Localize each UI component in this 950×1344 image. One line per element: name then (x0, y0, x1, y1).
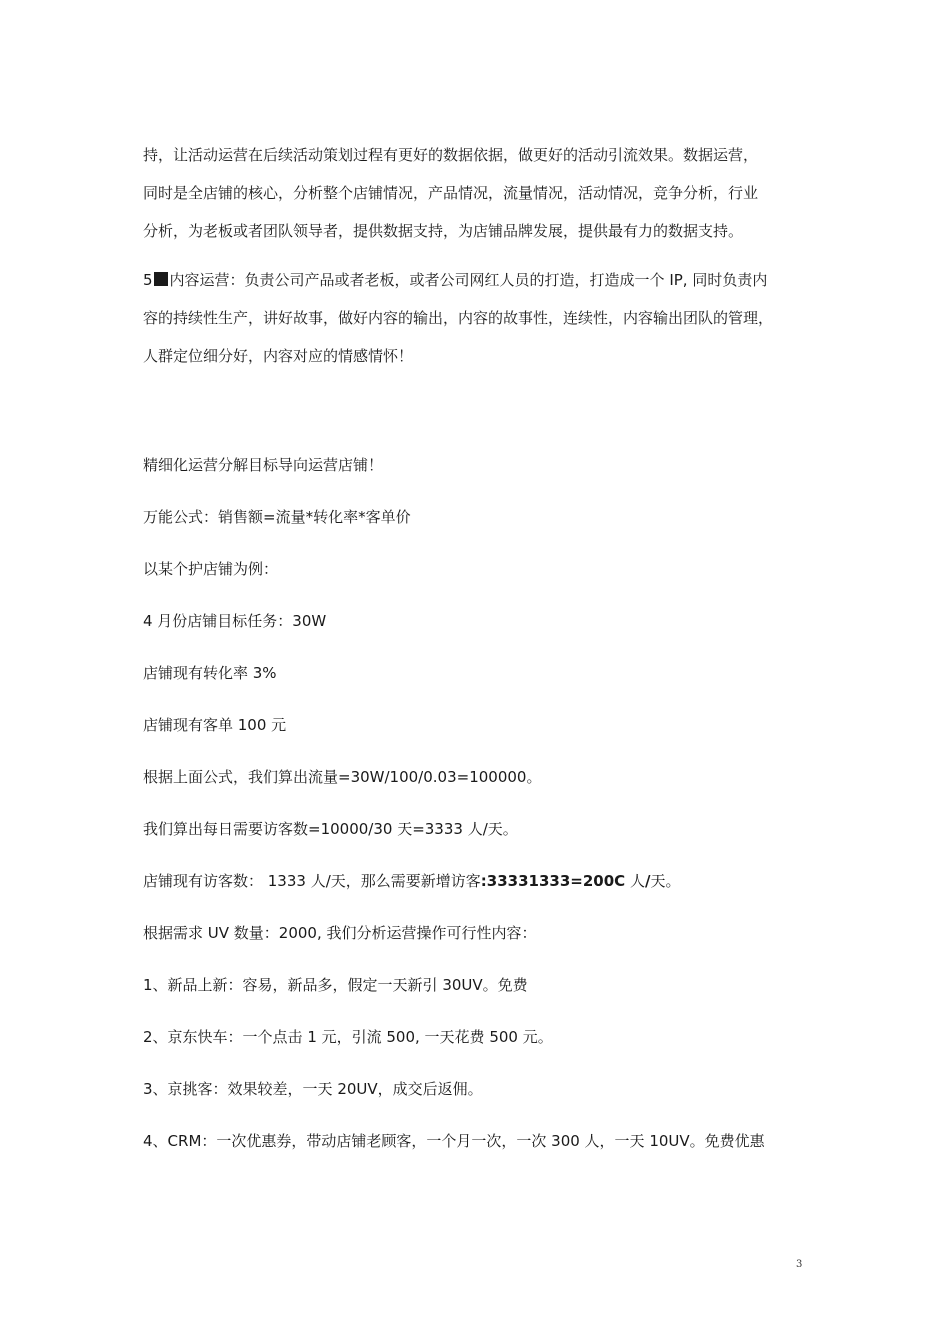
unit-price-line: 店铺现有客单 100 元 (143, 716, 287, 734)
text-line: 人群定位细分好，内容对应的情感情怀！ (143, 347, 414, 365)
page-content (143, 136, 855, 1174)
paragraph-data-operations (143, 136, 855, 250)
text-line (143, 261, 855, 299)
list-item: 4、CRM：一次优惠券，带动店铺老顾客，一个月一次，一次 300 人，一天 10UV。免费优惠 (143, 1132, 765, 1150)
text-segment: 店铺现有访客数： 1333 人/天，那么需要新增访客 (143, 872, 481, 890)
list-item: 1、新品上新：容易，新品多，假定一天新引 30UV。免费 (143, 976, 528, 994)
text-line: 分析，为老板或者团队领导者，提供数据支持，为店铺品牌发展，提供最有力的数据支持。 (143, 222, 744, 240)
bold-segment: :33331333=200C (480, 872, 626, 890)
text-segment: 人 (625, 872, 645, 890)
blank-space (143, 386, 855, 446)
daily-calc-line: 我们算出每日需要访客数=10000/30 天=3333 人/天。 (143, 820, 518, 838)
text-line: 容的持续性生产，讲好故事，做好内容的输出，内容的故事性，连续性，内容输出团队的管理， (143, 309, 774, 327)
list-item: 2、京东快车：一个点击 1 元，引流 500, 一天花费 500 元。 (143, 1028, 553, 1046)
text-segment: 内容运营：负责公司产品或者老板，或者公司网红人员的打造，打造成一个 IP, 同时负责内 (169, 271, 768, 289)
text-segment: 天。 (650, 872, 681, 890)
visitors-line (143, 862, 855, 900)
page-number: 3 (796, 1259, 803, 1270)
target-line: 4 月份店铺目标任务：30W (143, 612, 327, 630)
section-heading: 精细化运营分解目标导向运营店铺！ (143, 456, 384, 474)
paragraph-content-operations (143, 261, 855, 375)
list-number: 5 (143, 271, 153, 289)
conversion-line: 店铺现有转化率 3% (143, 664, 277, 682)
list-item: 3、京挑客：效果较差，一天 20UV，成交后返佣。 (143, 1080, 483, 1098)
text-line: 同时是全店铺的核心，分析整个店铺情况，产品情况，流量情况，活动情况，竞争分析，行业 (143, 184, 759, 202)
bold-segment: / (644, 872, 651, 890)
black-square-icon (154, 272, 168, 286)
example-intro: 以某个护店铺为例： (143, 560, 279, 578)
traffic-calc-line: 根据上面公式，我们算出流量=30W/100/0.03=100000。 (143, 768, 542, 786)
uv-need-line: 根据需求 UV 数量：2000, 我们分析运营操作可行性内容： (143, 924, 537, 942)
formula-line: 万能公式：销售额=流量*转化率*客单价 (143, 508, 411, 526)
text-line: 持，让活动运营在后续活动策划过程有更好的数据依据，做更好的活动引流效果。数据运营， (143, 146, 759, 164)
